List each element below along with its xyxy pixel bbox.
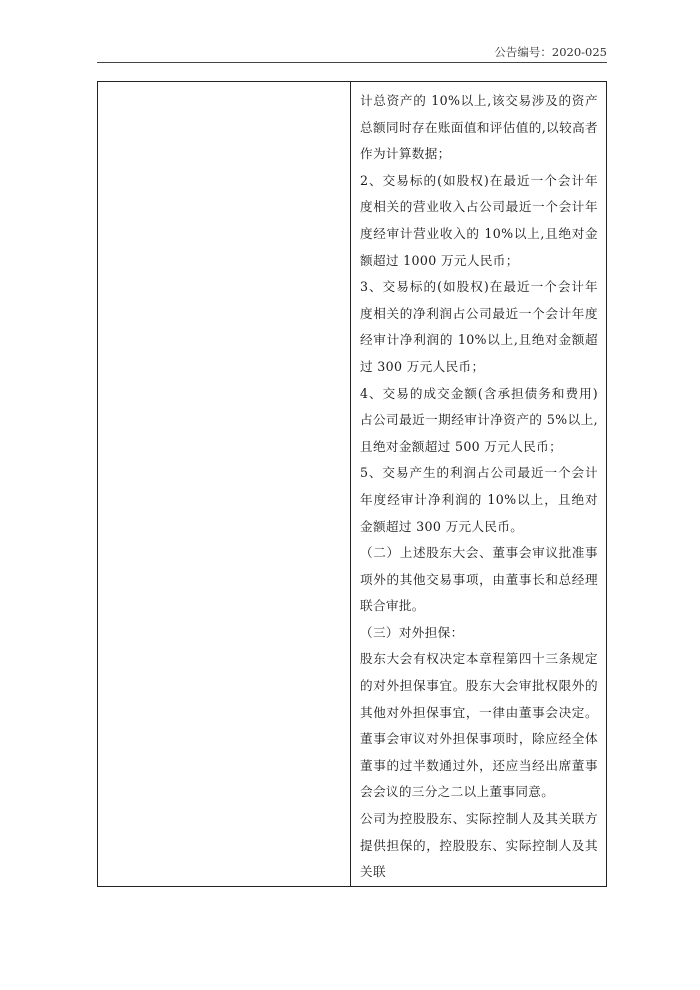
paragraph-asset-total-continued: 计总资产的 10%以上,该交易涉及的资产总额同时存在账面值和评估值的,以较高者作为计算数据； xyxy=(360,93,598,162)
table-row xyxy=(98,82,607,887)
document-table xyxy=(97,81,607,887)
paragraph-section-3-heading: （三）对外担保： xyxy=(360,624,464,640)
table-right-cell xyxy=(351,82,607,887)
paragraph-item-3-net-profit: 3、交易标的(如股权)在最近一个会计年度相关的净利润占公司最近一个会计年度经审计净利润的 10%以上,且绝对金额超过 300 万元人民币； xyxy=(360,279,598,374)
paragraph-item-5-profit: 5、交易产生的利润占公司最近一个会计年度经审计净利润的 10%以上，且绝对金额超过 300 万元人民币。 xyxy=(360,465,598,534)
paragraph-item-2-revenue: 2、交易标的(如股权)在最近一个会计年度相关的营业收入占公司最近一个会计年度经审计营业收入的 10%以上,且绝对金额超过 1000 万元人民币； xyxy=(360,172,598,268)
paragraph-related-party-guarantee: 公司为控股股东、实际控制人及其关联方提供担保的，控股股东、实际控制人及其关联 xyxy=(360,811,598,880)
table-left-cell xyxy=(98,82,351,887)
paragraph-item-4-transaction-amount: 4、交易的成交金额(含承担债务和费用)占公司最近一期经审计净资产的 5%以上,且绝对金额超过 500 万元人民币； xyxy=(360,385,598,454)
paragraph-section-2-other-transactions: （二）上述股东大会、董事会审议批准事项外的其他交易事项，由董事长和总经理联合审批。 xyxy=(360,545,598,614)
paragraph-guarantee-approval: 股东大会有权决定本章程第四十三条规定的对外担保事宜。股东大会审批权限外的其他对外担保事宜，一律由董事会决定。董事会审议对外担保事项时，除应经全体董事的过半数通过外，还应当经出席董事会会议的三分之二以上董事同意。 xyxy=(360,651,598,800)
notice-number: 公告编号：2020-025 xyxy=(494,45,607,59)
header-rule xyxy=(97,62,607,63)
